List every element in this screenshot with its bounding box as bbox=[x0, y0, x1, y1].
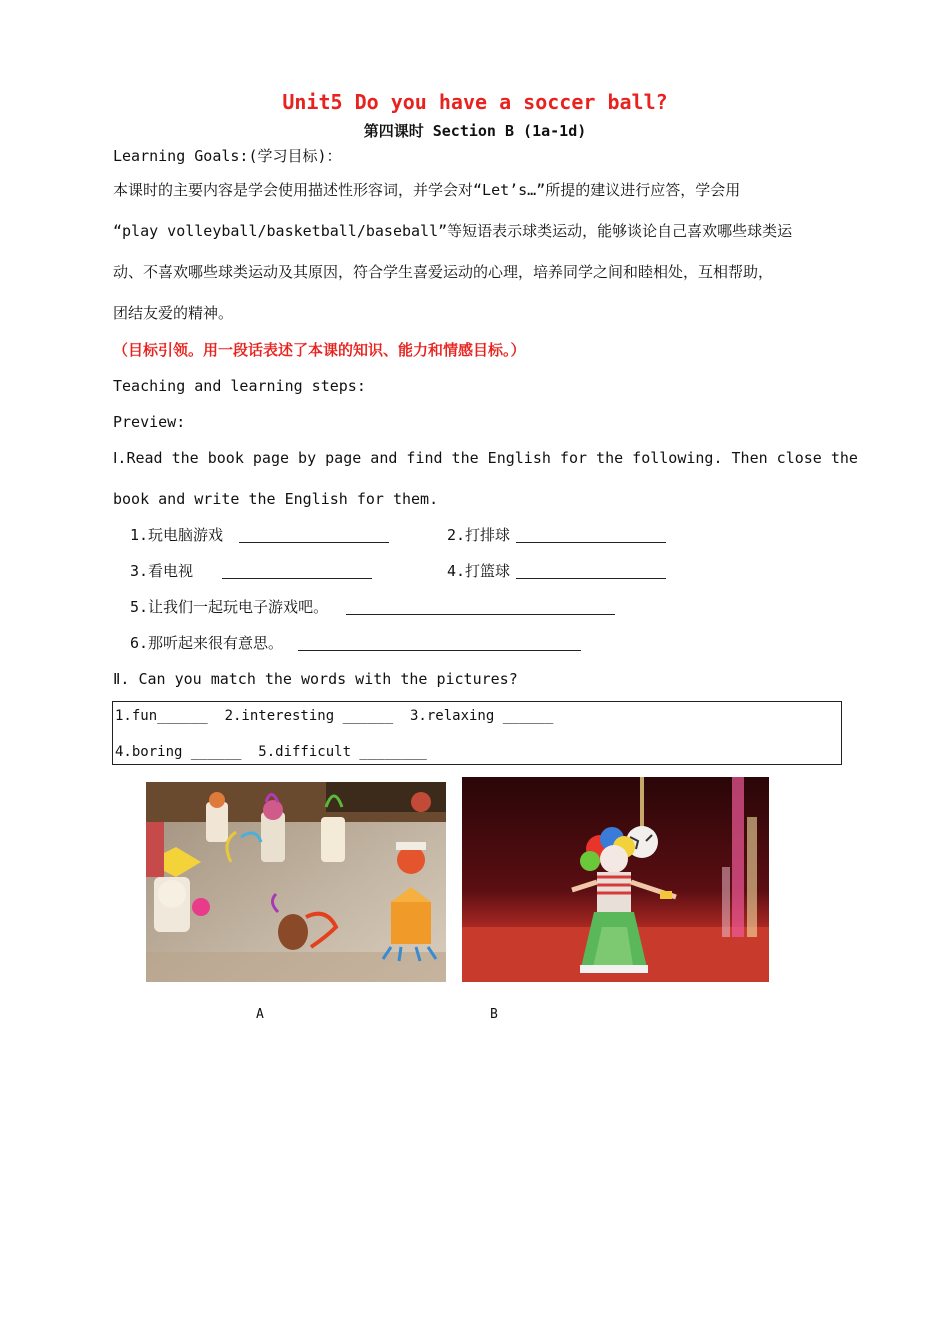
photo-b-image bbox=[462, 777, 769, 982]
vocab-item-5-label: 5.让我们一起玩电子游戏吧。 bbox=[130, 598, 329, 616]
preview-heading: Preview: bbox=[113, 413, 186, 431]
vocab-item-4-label: 4.打篮球 bbox=[447, 562, 511, 580]
vocab-item-1-label: 1.玩电脑游戏 bbox=[130, 526, 224, 544]
goals-line-2: “play volleyball/basketball/baseball”等短语表示球类运动，能够谈论自己喜欢哪些球类运 bbox=[113, 222, 793, 240]
vocab-item-1-blank[interactable] bbox=[239, 528, 389, 543]
vocab-item-3-blank[interactable] bbox=[222, 564, 372, 579]
goal-note: （目标引领。用一段话表述了本课的知识、能力和情感目标。） bbox=[113, 341, 526, 359]
vocab-item-5 bbox=[130, 597, 328, 617]
learning-goals-heading: Learning Goals:(学习目标)： bbox=[113, 147, 342, 165]
vocab-item-3-label: 3.看电视 bbox=[130, 562, 194, 580]
photo-b-clown-performer bbox=[462, 777, 769, 982]
vocab-item-2-blank[interactable] bbox=[516, 528, 666, 543]
vocab-item-6-blank[interactable] bbox=[298, 636, 581, 651]
match-word-box bbox=[112, 701, 842, 765]
match-line-1[interactable]: 1.fun______ 2.interesting ______ 3.relaxing ______ bbox=[115, 708, 554, 724]
vocab-item-4-blank[interactable] bbox=[516, 564, 666, 579]
vocab-item-1 bbox=[130, 525, 223, 545]
section1-instruction-line2: book and write the English for them. bbox=[113, 490, 439, 508]
section1-instruction-line1: Ⅰ.Read the book page by page and find the English for the following. Then close the bbox=[113, 449, 858, 467]
caption-b: B bbox=[490, 1007, 498, 1022]
steps-heading: Teaching and learning steps: bbox=[113, 377, 366, 395]
photo-a-paper-crafts bbox=[146, 782, 446, 982]
photo-a-image bbox=[146, 782, 446, 982]
match-line-2[interactable]: 4.boring ______ 5.difficult ________ bbox=[115, 744, 427, 760]
vocab-item-4 bbox=[447, 561, 510, 581]
vocab-item-5-blank[interactable] bbox=[346, 600, 615, 615]
section2-heading: Ⅱ. Can you match the words with the pictures? bbox=[113, 670, 518, 688]
vocab-item-6-label: 6.那听起来很有意思。 bbox=[130, 634, 284, 652]
vocab-item-2-label: 2.打排球 bbox=[447, 526, 511, 544]
lesson-subtitle: 第四课时 Section B (1a-1d) bbox=[363, 122, 587, 140]
vocab-item-2 bbox=[447, 525, 510, 545]
vocab-item-3 bbox=[130, 561, 193, 581]
goals-line-3: 动、不喜欢哪些球类运动及其原因，符合学生喜爱运动的心理，培养同学之间和睦相处，互相帮助， bbox=[113, 263, 774, 281]
vocab-item-6 bbox=[130, 633, 283, 653]
caption-a: A bbox=[256, 1007, 264, 1022]
goals-line-4: 团结友爱的精神。 bbox=[113, 304, 234, 322]
unit-title: Unit5 Do you have a soccer ball? bbox=[282, 90, 668, 114]
goals-line-1: 本课时的主要内容是学会使用描述性形容词，并学会对“Let’s…”所提的建议进行应答，学会用 bbox=[113, 181, 741, 199]
